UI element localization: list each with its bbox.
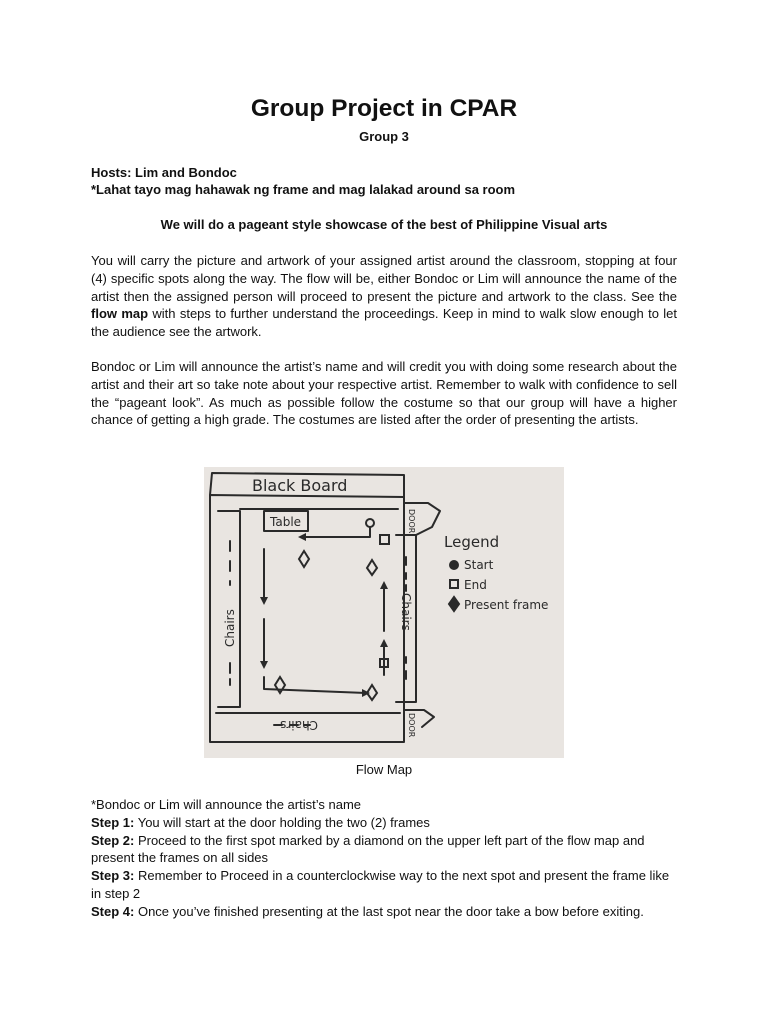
step-4-text: Once you’ve finished presenting at the last spot near the door take a bow before exiting. <box>134 903 644 919</box>
legend-start-icon <box>450 561 458 569</box>
left-chairs-label: Chairs <box>223 609 237 647</box>
step-1-label: Step 1: <box>91 814 135 830</box>
paragraph-1-after: with steps to further understand the proceedings. Keep in mind to walk slow enough to let the audience see the artwork. <box>91 306 677 340</box>
hosts-line: Hosts: Lim and Bondoc <box>91 165 237 180</box>
end-marker <box>380 535 389 544</box>
blackboard-label: Black Board <box>252 476 348 495</box>
step-1-text: You will start at the door holding the two (2) frames <box>134 814 430 830</box>
left-chairs-column <box>218 511 240 707</box>
present-spot-1 <box>299 551 309 567</box>
paragraph-1-before: You will carry the picture and artwork of your assigned artist around the classroom, stopping at four (4) specific spots along the way. The flow will be, either Bondoc or Lim will announce the name of the artist then the assigned person will proceed to present the picture and artwork to the class. See the <box>91 253 677 304</box>
hosts-block <box>91 164 515 198</box>
legend-start-label: Start <box>464 558 494 572</box>
door-label-top: DOOR <box>407 509 416 534</box>
flow-map-photo <box>204 467 564 758</box>
arrow-head-left-1 <box>260 597 268 605</box>
right-chairs-label: Chairs <box>399 593 413 631</box>
step-1 <box>91 814 677 832</box>
paragraph-1 <box>91 252 677 341</box>
step-3 <box>91 867 677 903</box>
step-3-text: Remember to Proceed in a counterclockwise way to the next spot and present the frame like in step 2 <box>91 868 670 901</box>
steps-intro: *Bondoc or Lim will announce the artist’s name <box>91 797 362 812</box>
door-label-bottom: DOOR <box>407 713 416 738</box>
legend-present-label: Present frame <box>464 598 549 612</box>
start-marker <box>366 519 374 527</box>
step-4-label: Step 4: <box>91 903 135 919</box>
note-line: *Lahat tayo mag hahawak ng frame and mag lalakad around sa room <box>91 182 516 197</box>
steps-list <box>91 796 677 921</box>
headline: We will do a pageant style showcase of the best of Philippine Visual arts <box>160 217 608 232</box>
step-2 <box>91 832 677 868</box>
present-spot-2 <box>367 560 377 575</box>
arrow-head-left-2 <box>260 661 268 669</box>
bottom-chairs-label: Chairs <box>280 718 318 732</box>
flow-map-emphasis: flow map <box>91 306 149 322</box>
flow-map-drawing <box>204 467 564 758</box>
document-title: Group Project in CPAR <box>250 95 518 122</box>
document-subtitle: Group 3 <box>359 129 409 144</box>
legend-end-icon <box>450 580 458 588</box>
arrow-head-right-1 <box>380 639 388 647</box>
arrow-head-right-2 <box>380 581 388 589</box>
legend-end-label: End <box>464 578 487 592</box>
table-label: Table <box>270 515 302 529</box>
arrow-head-top <box>298 533 306 541</box>
path-arrow-top <box>302 527 370 537</box>
step-3-label: Step 3: <box>91 868 135 884</box>
legend-title: Legend <box>444 533 500 551</box>
step-4 <box>91 903 677 921</box>
figure-caption: Flow Map <box>355 762 413 777</box>
step-2-label: Step 2: <box>91 832 135 848</box>
step-2-text: Proceed to the first spot marked by a diamond on the upper left part of the flow map and present the frames on all sides <box>91 832 645 866</box>
legend-present-icon <box>449 597 459 611</box>
paragraph-2: Bondoc or Lim will announce the artist’s name and will credit you with doing some research about the artist and their art so take note about your respective artist. Remember to walk with confidence to sell the “pageant look”. As much as possible follow the costume so that our group will have a higher chance of getting a high grade. The costumes are listed after the order of presenting the artists. <box>91 359 677 428</box>
